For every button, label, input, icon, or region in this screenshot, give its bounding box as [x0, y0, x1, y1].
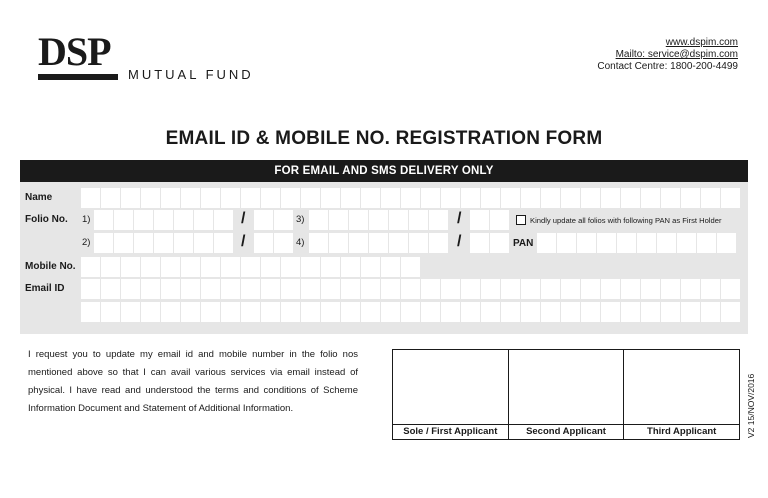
pan-input-box[interactable]: [537, 233, 556, 253]
folio-1-input-b-box[interactable]: [254, 210, 273, 230]
mobile-input-box[interactable]: [141, 257, 160, 277]
email-input-line-2-box[interactable]: [701, 302, 720, 322]
pan-input-box[interactable]: [657, 233, 676, 253]
folio-3-input-a-box[interactable]: [369, 210, 388, 230]
email-input-line-2-box[interactable]: [521, 302, 540, 322]
mobile-input-box[interactable]: [401, 257, 420, 277]
email-input-line-1-box[interactable]: [341, 279, 360, 299]
email-input-line-2-box[interactable]: [541, 302, 560, 322]
signature-label-second: Second Applicant: [509, 424, 624, 439]
folio-2-input-a-box[interactable]: [194, 233, 213, 253]
name-input-box[interactable]: [701, 188, 720, 208]
email-input-line-2-box[interactable]: [561, 302, 580, 322]
name-input-box[interactable]: [301, 188, 320, 208]
email-input-line-2-box[interactable]: [501, 302, 520, 322]
email-input-line-1-box[interactable]: [421, 279, 440, 299]
pan-input-box[interactable]: [677, 233, 696, 253]
pan-input-box[interactable]: [637, 233, 656, 253]
name-input-box[interactable]: [181, 188, 200, 208]
name-input-box[interactable]: [261, 188, 280, 208]
folio-1-input-a-box[interactable]: [214, 210, 233, 230]
folio-2-input-a-box[interactable]: [154, 233, 173, 253]
name-input-box[interactable]: [321, 188, 340, 208]
folio-1-input-a-box[interactable]: [194, 210, 213, 230]
email-input-line-1-box[interactable]: [681, 279, 700, 299]
mobile-input-box[interactable]: [261, 257, 280, 277]
name-input-box[interactable]: [561, 188, 580, 208]
mobile-input-box[interactable]: [221, 257, 240, 277]
name-input[interactable]: [81, 188, 741, 208]
email-input-line-1-box[interactable]: [381, 279, 400, 299]
mobile-input-box[interactable]: [381, 257, 400, 277]
panel-banner: FOR EMAIL AND SMS DELIVERY ONLY: [20, 160, 748, 182]
email-input-line-1-box[interactable]: [701, 279, 720, 299]
folio-3-input-b-box[interactable]: [470, 210, 489, 230]
logo-text: DSP: [38, 29, 111, 74]
name-input-box[interactable]: [481, 188, 500, 208]
folio-3-input-b-box[interactable]: [490, 210, 509, 230]
signature-box-third-applicant[interactable]: [624, 350, 739, 439]
email-input-line-2-box[interactable]: [121, 302, 140, 322]
declaration-text: I request you to update my email id and mobile number in the folio nos mentioned above so that I can avail various services via email instead of physical. I have read and understood the terms and conditions of Scheme Information Document and Statement of Additional Information.: [28, 349, 358, 414]
folio-2-slash: /: [241, 233, 246, 250]
name-input-box[interactable]: [441, 188, 460, 208]
email-input-line-2-box[interactable]: [361, 302, 380, 322]
folio-1-input-a-box[interactable]: [134, 210, 153, 230]
name-input-box[interactable]: [581, 188, 600, 208]
form-title: EMAIL ID & MOBILE NO. REGISTRATION FORM: [165, 128, 603, 149]
signature-box-second-applicant[interactable]: [509, 350, 625, 439]
name-input-box[interactable]: [601, 188, 620, 208]
folio-1-input-a-box[interactable]: [154, 210, 173, 230]
folio-1-input-b[interactable]: [254, 210, 294, 230]
email-input-line-1-box[interactable]: [401, 279, 420, 299]
contact-centre: Contact Centre: 1800-200-4499: [597, 61, 738, 72]
email-input-line-1-box[interactable]: [181, 279, 200, 299]
folio-4-input-a-box[interactable]: [429, 233, 448, 253]
email-input-line-2-box[interactable]: [81, 302, 100, 322]
email-input-line-2-box[interactable]: [321, 302, 340, 322]
folio-1-input-a-box[interactable]: [94, 210, 113, 230]
folio-3-input-a-box[interactable]: [309, 210, 328, 230]
folio-3-input-b[interactable]: [470, 210, 510, 230]
pan-input-box[interactable]: [597, 233, 616, 253]
mobile-input-box[interactable]: [121, 257, 140, 277]
name-input-box[interactable]: [641, 188, 660, 208]
pan-input-box[interactable]: [717, 233, 736, 253]
pan-input-box[interactable]: [617, 233, 636, 253]
name-input-box[interactable]: [341, 188, 360, 208]
mobile-input-box[interactable]: [321, 257, 340, 277]
folio-2-input-a[interactable]: [94, 233, 234, 253]
mobile-input-box[interactable]: [281, 257, 300, 277]
folio-4-input-b-box[interactable]: [470, 233, 489, 253]
email-input-line-1-box[interactable]: [201, 279, 220, 299]
folio-2-input-a-box[interactable]: [174, 233, 193, 253]
email-input-line-2-box[interactable]: [261, 302, 280, 322]
mobile-input-box[interactable]: [301, 257, 320, 277]
pan-input-box[interactable]: [557, 233, 576, 253]
email-input-line-2-box[interactable]: [241, 302, 260, 322]
folio-4-slash: /: [457, 233, 462, 250]
email-input-line-1-box[interactable]: [501, 279, 520, 299]
email-input-line-1-box[interactable]: [661, 279, 680, 299]
email-input-line-1-box[interactable]: [361, 279, 380, 299]
email-input-line-2[interactable]: [81, 302, 741, 322]
folio-4-input-a-box[interactable]: [389, 233, 408, 253]
pan-input[interactable]: [537, 233, 737, 253]
email-input-line-1-box[interactable]: [301, 279, 320, 299]
folio-4-input-a-box[interactable]: [349, 233, 368, 253]
email-input-line-1-box[interactable]: [641, 279, 660, 299]
email-input-line-1-box[interactable]: [721, 279, 740, 299]
email-input-line-1[interactable]: [81, 279, 741, 299]
name-input-box[interactable]: [121, 188, 140, 208]
pan-input-box[interactable]: [697, 233, 716, 253]
email-input-line-1-box[interactable]: [521, 279, 540, 299]
folio-1-input-a-box[interactable]: [174, 210, 193, 230]
email-input-line-2-box[interactable]: [381, 302, 400, 322]
folio-2-input-b-box[interactable]: [274, 233, 293, 253]
name-input-box[interactable]: [101, 188, 120, 208]
folio-4-input-a[interactable]: [309, 233, 449, 253]
name-input-box[interactable]: [361, 188, 380, 208]
folio-3-input-a-box[interactable]: [329, 210, 348, 230]
folio-2-input-b[interactable]: [254, 233, 294, 253]
logo-underline: [38, 74, 118, 80]
email-input-line-2-box[interactable]: [441, 302, 460, 322]
email-input-line-1-box[interactable]: [441, 279, 460, 299]
email-input-line-1-box[interactable]: [101, 279, 120, 299]
folio-number-4: 4): [296, 237, 305, 248]
email-input-line-1-box[interactable]: [141, 279, 160, 299]
mobile-input-box[interactable]: [361, 257, 380, 277]
folio-4-input-a-box[interactable]: [329, 233, 348, 253]
mobile-input-box[interactable]: [341, 257, 360, 277]
website-link[interactable]: www.dspim.com: [665, 37, 738, 48]
logo-subtext: MUTUAL FUND: [128, 67, 254, 82]
folio-1-input-a-box[interactable]: [114, 210, 133, 230]
email-input-line-2-box[interactable]: [581, 302, 600, 322]
folio-3-slash: /: [457, 210, 462, 227]
name-input-box[interactable]: [541, 188, 560, 208]
pan-update-checkbox[interactable]: [516, 215, 526, 225]
folio-3-input-a-box[interactable]: [429, 210, 448, 230]
email-input-line-2-box[interactable]: [341, 302, 360, 322]
email-input-line-2-box[interactable]: [201, 302, 220, 322]
folio-4-input-a-box[interactable]: [369, 233, 388, 253]
folio-1-input-a[interactable]: [94, 210, 234, 230]
mobile-input-box[interactable]: [101, 257, 120, 277]
mobile-input-box[interactable]: [201, 257, 220, 277]
email-input-line-1-box[interactable]: [321, 279, 340, 299]
mobile-input-box[interactable]: [81, 257, 100, 277]
name-input-box[interactable]: [721, 188, 740, 208]
email-input-line-2-box[interactable]: [281, 302, 300, 322]
email-input-line-1-box[interactable]: [541, 279, 560, 299]
email-input-line-1-box[interactable]: [161, 279, 180, 299]
folio-4-input-a-box[interactable]: [309, 233, 328, 253]
name-input-box[interactable]: [501, 188, 520, 208]
name-input-box[interactable]: [241, 188, 260, 208]
email-input-line-1-box[interactable]: [281, 279, 300, 299]
folio-4-input-a-box[interactable]: [409, 233, 428, 253]
name-input-box[interactable]: [521, 188, 540, 208]
name-input-box[interactable]: [81, 188, 100, 208]
contact-block: [597, 37, 738, 73]
email-input-line-2-box[interactable]: [421, 302, 440, 322]
folio-label: Folio No.: [25, 214, 68, 225]
folio-3-input-a-box[interactable]: [409, 210, 428, 230]
name-input-box[interactable]: [421, 188, 440, 208]
email-input-line-2-box[interactable]: [601, 302, 620, 322]
email-input-line-1-box[interactable]: [241, 279, 260, 299]
mailto-link[interactable]: Mailto: service@dspim.com: [615, 49, 738, 60]
folio-2-input-a-box[interactable]: [114, 233, 133, 253]
email-input-line-1-box[interactable]: [261, 279, 280, 299]
email-input-line-2-box[interactable]: [141, 302, 160, 322]
email-input-line-1-box[interactable]: [81, 279, 100, 299]
email-input-line-2-box[interactable]: [301, 302, 320, 322]
name-input-box[interactable]: [461, 188, 480, 208]
name-input-box[interactable]: [401, 188, 420, 208]
signature-label-third: Third Applicant: [624, 424, 739, 439]
signature-box-first-applicant[interactable]: [393, 350, 509, 439]
folio-4-input-b-box[interactable]: [490, 233, 509, 253]
folio-3-input-a-box[interactable]: [349, 210, 368, 230]
name-input-box[interactable]: [621, 188, 640, 208]
pan-label: PAN: [513, 238, 534, 249]
folio-2-input-a-box[interactable]: [94, 233, 113, 253]
name-input-box[interactable]: [161, 188, 180, 208]
email-input-line-2-box[interactable]: [481, 302, 500, 322]
mobile-input-box[interactable]: [161, 257, 180, 277]
signature-boxes: [392, 349, 740, 440]
email-input-line-1-box[interactable]: [621, 279, 640, 299]
email-input-line-2-box[interactable]: [221, 302, 240, 322]
email-input-line-2-box[interactable]: [641, 302, 660, 322]
mobile-input-box[interactable]: [181, 257, 200, 277]
email-input-line-2-box[interactable]: [161, 302, 180, 322]
folio-3-input-a-box[interactable]: [389, 210, 408, 230]
name-input-box[interactable]: [201, 188, 220, 208]
email-input-line-1-box[interactable]: [561, 279, 580, 299]
folio-number-3: 3): [296, 214, 305, 225]
signature-label-first: Sole / First Applicant: [393, 424, 508, 439]
mobile-input-box[interactable]: [241, 257, 260, 277]
email-input-line-2-box[interactable]: [461, 302, 480, 322]
folio-number-1: 1): [82, 214, 91, 225]
folio-number-2: 2): [82, 237, 91, 248]
mobile-input[interactable]: [81, 257, 421, 277]
email-label: Email ID: [25, 283, 65, 294]
version-label: V2 15/NOV/2016: [746, 373, 756, 438]
email-input-line-2-box[interactable]: [661, 302, 680, 322]
name-label: Name: [25, 192, 53, 203]
email-input-line-1-box[interactable]: [461, 279, 480, 299]
email-input-line-2-box[interactable]: [401, 302, 420, 322]
pan-update-checkbox-label: Kindly update all folios with following PAN as First Holder: [530, 215, 722, 225]
email-input-line-1-box[interactable]: [581, 279, 600, 299]
folio-4-input-b[interactable]: [470, 233, 510, 253]
email-input-line-1-box[interactable]: [481, 279, 500, 299]
name-input-box[interactable]: [221, 188, 240, 208]
name-input-box[interactable]: [281, 188, 300, 208]
folio-2-input-a-box[interactable]: [214, 233, 233, 253]
folio-2-input-a-box[interactable]: [134, 233, 153, 253]
email-input-line-2-box[interactable]: [101, 302, 120, 322]
email-input-line-2-box[interactable]: [621, 302, 640, 322]
pan-input-box[interactable]: [577, 233, 596, 253]
name-input-box[interactable]: [381, 188, 400, 208]
email-input-line-2-box[interactable]: [721, 302, 740, 322]
email-input-line-2-box[interactable]: [181, 302, 200, 322]
pan-update-option[interactable]: [516, 215, 721, 225]
folio-3-input-a[interactable]: [309, 210, 449, 230]
name-input-box[interactable]: [141, 188, 160, 208]
email-input-line-2-box[interactable]: [681, 302, 700, 322]
email-input-line-1-box[interactable]: [221, 279, 240, 299]
name-input-box[interactable]: [661, 188, 680, 208]
folio-2-input-b-box[interactable]: [254, 233, 273, 253]
mobile-label: Mobile No.: [25, 261, 76, 272]
email-input-line-1-box[interactable]: [121, 279, 140, 299]
email-input-line-1-box[interactable]: [601, 279, 620, 299]
name-input-box[interactable]: [681, 188, 700, 208]
folio-1-input-b-box[interactable]: [274, 210, 293, 230]
folio-1-slash: /: [241, 210, 246, 227]
